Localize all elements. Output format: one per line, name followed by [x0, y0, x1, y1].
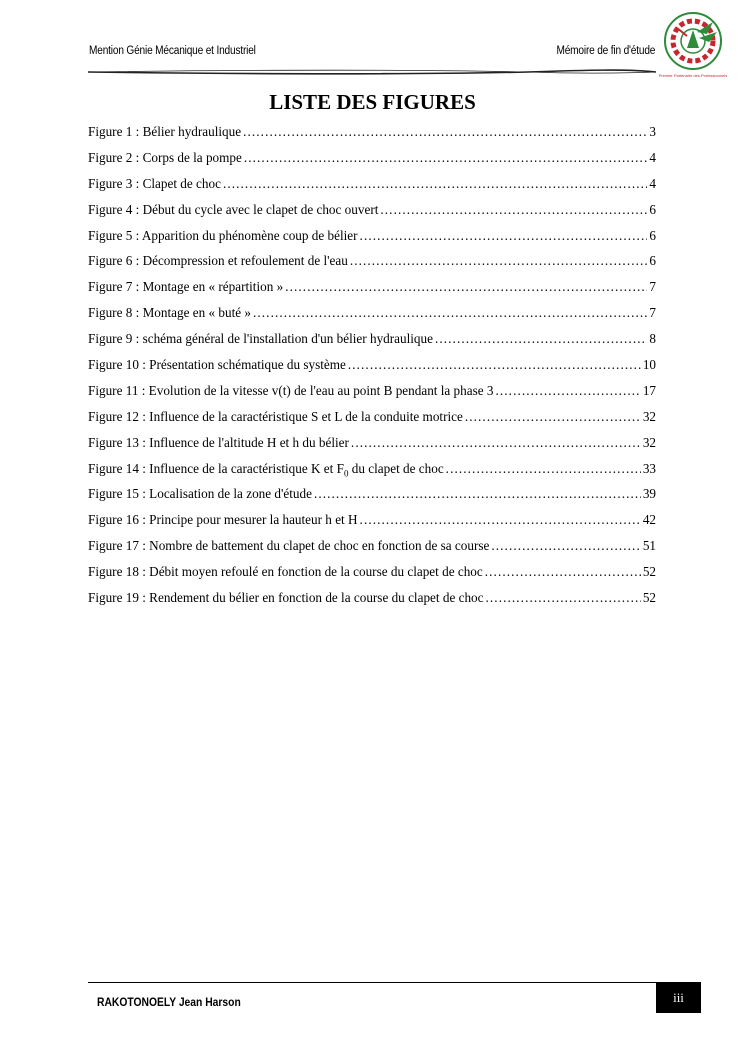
toc-entry-figure-10[interactable]: Figure 10 : Présentation schématique du système ..... 10 — [88, 357, 656, 383]
toc-entry-figure-6[interactable]: Figure 6 : Décompression et refoulement de l'eau ..... 6 — [88, 253, 656, 279]
toc-entry-figure-11[interactable]: Figure 11 : Evolution de la vitesse v(t) de l'eau au point B pendant la phase 3 ..... 17 — [88, 383, 656, 409]
toc-entry-figure-13[interactable]: Figure 13 : Influence de l'altitude H et h du bélier ..... 32 — [88, 435, 656, 461]
page-title: LISTE DES FIGURES — [269, 90, 476, 114]
toc-entry-figure-17[interactable]: Figure 17 : Nombre de battement du clapet de choc en fonction de sa course ..... 51 — [88, 538, 656, 564]
header-rule — [88, 66, 656, 78]
school-logo — [657, 8, 729, 80]
toc-entry-figure-18[interactable]: Figure 18 : Débit moyen refoulé en fonction de la course du clapet de choc ..... 52 — [88, 564, 656, 590]
footer-author: RAKOTONOELY Jean Harson — [97, 995, 241, 1009]
header-memoire: Mémoire de fin d'étude — [556, 45, 655, 57]
toc-entry-figure-19[interactable]: Figure 19 : Rendement du bélier en fonction de la course du clapet de choc ..... 52 — [88, 590, 656, 616]
toc-entry-figure-4[interactable]: Figure 4 : Début du cycle avec le clapet de choc ouvert ..... 6 — [88, 202, 656, 228]
toc-entry-figure-7[interactable]: Figure 7 : Montage en « répartition » ..... 7 — [88, 279, 656, 305]
toc-entry-figure-8[interactable]: Figure 8 : Montage en « buté » ..... 7 — [88, 305, 656, 331]
footer-rule — [88, 982, 656, 983]
toc-entry-figure-5[interactable]: Figure 5 : Apparition du phénomène coup de bélier ..... 6 — [88, 228, 656, 254]
logo-caption: Premier Partenaire des Professionnels — [658, 73, 728, 78]
toc-entry-figure-16[interactable]: Figure 16 : Principe pour mesurer la hauteur h et H ..... 42 — [88, 512, 656, 538]
toc-entry-figure-1[interactable]: Figure 1 : Bélier hydraulique ..... 3 — [88, 124, 656, 150]
header-mention: Mention Génie Mécanique et Industriel — [89, 45, 256, 57]
toc-entry-figure-15[interactable]: Figure 15 : Localisation de la zone d'étude ..... 39 — [88, 486, 656, 512]
toc-entry-figure-3[interactable]: Figure 3 : Clapet de choc ..... 4 — [88, 176, 656, 202]
toc-entry-figure-2[interactable]: Figure 2 : Corps de la pompe ..... 4 — [88, 150, 656, 176]
list-of-figures — [88, 124, 656, 616]
toc-entry-figure-12[interactable]: Figure 12 : Influence de la caractéristique S et L de la conduite motrice ..... 32 — [88, 409, 656, 435]
page-number: iii — [656, 982, 701, 1013]
toc-entry-figure-14[interactable]: Figure 14 : Influence de la caractéristique K et $F_0$ du clapet de choc ..... 33 — [88, 461, 656, 487]
toc-entry-figure-9[interactable]: Figure 9 : schéma général de l'installation d'un bélier hydraulique ..... 8 — [88, 331, 656, 357]
